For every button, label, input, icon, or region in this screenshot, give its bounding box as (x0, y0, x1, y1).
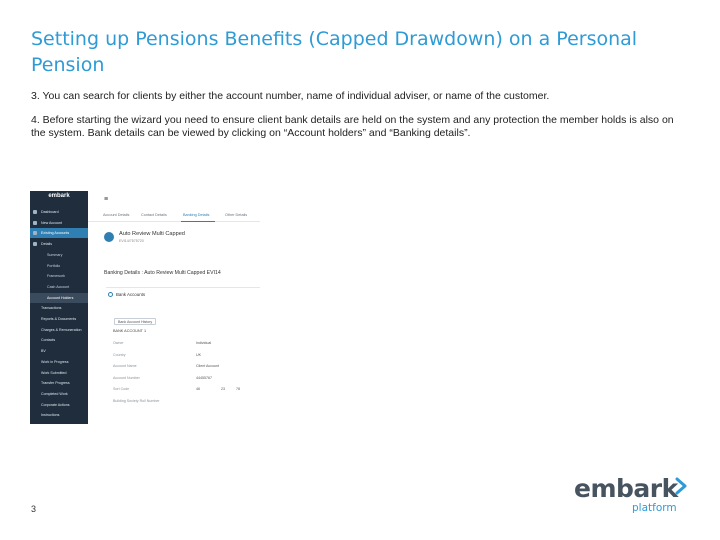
sidebar-item[interactable] (30, 218, 88, 228)
sidebar-item-label: Corporate Actions (41, 402, 70, 407)
banking-details-title: Banking Details : Auto Review Multi Capped EVI14 (104, 270, 221, 276)
sidebar-item-label: Account Holders (47, 295, 74, 300)
paragraph-step-4: 4. Before starting the wizard you need to ensure client bank details are held on the system and any protection the member holds is also on the system. Bank details can be viewed by clicking on “Account holders” and “Banking details”. (31, 114, 674, 139)
field-value: 23 (221, 387, 225, 391)
field-label: Country (113, 352, 126, 357)
field-value: Individual (196, 341, 212, 345)
sidebar-item[interactable] (30, 357, 88, 367)
sidebar-item[interactable] (30, 207, 88, 217)
sidebar-item-label: Reports & Documents (41, 317, 77, 321)
sidebar-item-label: Work Submitted (41, 370, 67, 375)
sidebar-item[interactable] (30, 303, 88, 313)
sidebar-item[interactable] (30, 228, 88, 238)
sidebar-item[interactable] (30, 335, 88, 345)
sidebar-item-label: Instructions (41, 413, 60, 418)
embedded-screenshot (30, 191, 260, 424)
active-tab-indicator (181, 221, 215, 222)
account-icon (104, 232, 114, 242)
sidebar-item[interactable] (30, 250, 88, 260)
field-label: Building Society Roll Number (113, 398, 160, 403)
sidebar-item[interactable] (30, 271, 88, 281)
user-plus-icon (33, 221, 37, 225)
embark-logo (574, 474, 694, 518)
sidebar-item-label: Portfolio (47, 263, 61, 268)
sidebar-item-label: Details (41, 242, 52, 247)
paragraph-step-3: 3. You can search for clients by either the account number, name of individual adviser, or name of the customer. (31, 90, 550, 102)
sidebar-item[interactable] (30, 346, 88, 356)
sidebar-item-label: Cash Account (47, 284, 70, 289)
sidebar-item-label: Framework (47, 274, 65, 279)
screenshot-main (88, 191, 260, 424)
sidebar-item[interactable] (30, 368, 88, 378)
tab-contact-details[interactable]: Contact Details (141, 213, 167, 217)
logo-word: embark (574, 474, 678, 503)
sidebar-item-label: Work in Progress (41, 359, 69, 364)
field-label: Sort Code (113, 387, 130, 391)
folder-icon (33, 231, 37, 235)
account-reference: EVI14/7575720 (119, 239, 144, 243)
sidebar-brand-logo: embark (48, 193, 70, 199)
field-label: Account Number (113, 375, 140, 380)
bank-accounts-heading[interactable] (108, 292, 145, 297)
page-number: 3 (31, 504, 37, 514)
sidebar-item-label: Dashboard (41, 210, 59, 214)
tab-other-details[interactable]: Other Details (225, 213, 248, 217)
bank-account-history-button[interactable]: Bank Account History (114, 318, 156, 325)
field-value: Client Account (196, 364, 219, 368)
sidebar-item-label: Transactions (41, 306, 62, 311)
slide-title: Setting up Pensions Benefits (Capped Drawdown) on a Personal Pension (31, 28, 638, 76)
chevron-down-icon (33, 242, 37, 246)
sidebar-item-label: BV (41, 349, 46, 354)
sidebar-item[interactable] (30, 314, 88, 324)
sidebar-item-label: Transfer Progress (41, 381, 70, 386)
tab-account-details[interactable]: Account Details (103, 213, 130, 217)
sidebar-item[interactable] (30, 325, 88, 335)
field-label: Owner (113, 341, 124, 345)
field-value: 78 (236, 387, 240, 391)
sidebar-item[interactable] (30, 261, 88, 271)
account-name: Auto Review Multi Capped (119, 231, 185, 237)
menu-icon[interactable]: ≡ (104, 196, 109, 203)
field-value: 46 (196, 387, 200, 391)
dashboard-icon (33, 210, 37, 214)
bank-accounts-card (106, 287, 260, 424)
tab-bar (88, 210, 260, 222)
bank-account-label: BANK ACCOUNT 1 (113, 329, 147, 333)
sidebar-item-label: Completed Work (41, 391, 68, 396)
field-value: UK (196, 352, 201, 357)
logo-subtext: platform (632, 502, 677, 514)
sidebar-item[interactable] (30, 282, 88, 292)
sidebar-item[interactable] (30, 400, 88, 410)
field-label: Account Name (113, 364, 137, 368)
sidebar-item[interactable] (30, 389, 88, 399)
bank-icon (108, 292, 113, 297)
field-value: 44455767 (196, 375, 212, 380)
sidebar-item-label: Summary (47, 252, 63, 257)
sidebar-item[interactable] (30, 378, 88, 388)
sidebar-item[interactable] (30, 410, 88, 420)
sidebar-item[interactable] (30, 293, 88, 303)
logo-chevron-icon (675, 477, 688, 495)
sidebar-item-label: Contacts (41, 338, 56, 343)
sidebar-item-label: Charges & Remuneration (41, 327, 82, 332)
tab-banking-details[interactable]: Banking Details (183, 213, 210, 217)
sidebar-item-label: New Account (41, 220, 62, 225)
screenshot-sidebar (30, 191, 88, 424)
sidebar-item[interactable] (30, 239, 88, 249)
sidebar-item-label: Existing Accounts (41, 231, 70, 236)
bank-accounts-heading-label: Bank Accounts (116, 292, 146, 297)
